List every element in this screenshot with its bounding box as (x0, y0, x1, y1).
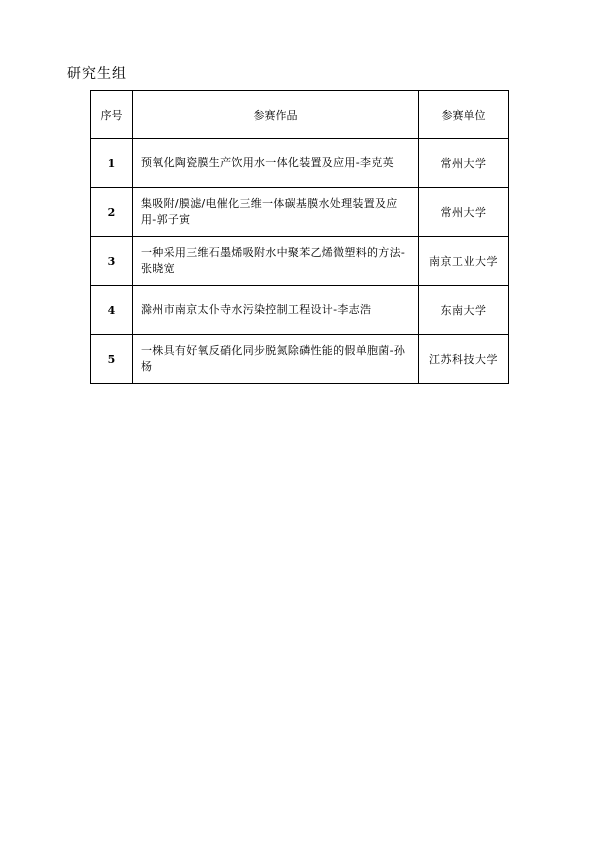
row-work-title: 一株具有好氧反硝化同步脱氮除磷性能的假单胞菌-孙杨 (133, 335, 419, 384)
row-work-title: 滁州市南京太仆寺水污染控制工程设计-李志浩 (133, 286, 419, 335)
header-work: 参赛作品 (133, 91, 419, 139)
row-unit: 南京工业大学 (419, 237, 509, 286)
row-number: 4 (91, 286, 133, 335)
section-title: 研究生组 (67, 66, 127, 82)
table-row (91, 188, 509, 237)
row-work-title: 一种采用三维石墨烯吸附水中聚苯乙烯微塑料的方法-张晓宽 (133, 237, 419, 286)
row-number: 1 (91, 139, 133, 188)
row-number: 3 (91, 237, 133, 286)
row-unit: 常州大学 (419, 139, 509, 188)
table-header-row (91, 91, 509, 139)
row-work-title: 预氧化陶瓷膜生产饮用水一体化装置及应用-李克英 (133, 139, 419, 188)
row-unit: 江苏科技大学 (419, 335, 509, 384)
table-row (91, 286, 509, 335)
row-unit: 东南大学 (419, 286, 509, 335)
row-number: 5 (91, 335, 133, 384)
header-unit: 参赛单位 (419, 91, 509, 139)
table-row (91, 237, 509, 286)
row-number: 2 (91, 188, 133, 237)
table-row (91, 139, 509, 188)
row-work-title: 集吸附/膜滤/电催化三维一体碳基膜水处理装置及应用-郭子寅 (133, 188, 419, 237)
table-row (91, 335, 509, 384)
row-unit: 常州大学 (419, 188, 509, 237)
header-no: 序号 (91, 91, 133, 139)
awards-table (90, 90, 509, 384)
